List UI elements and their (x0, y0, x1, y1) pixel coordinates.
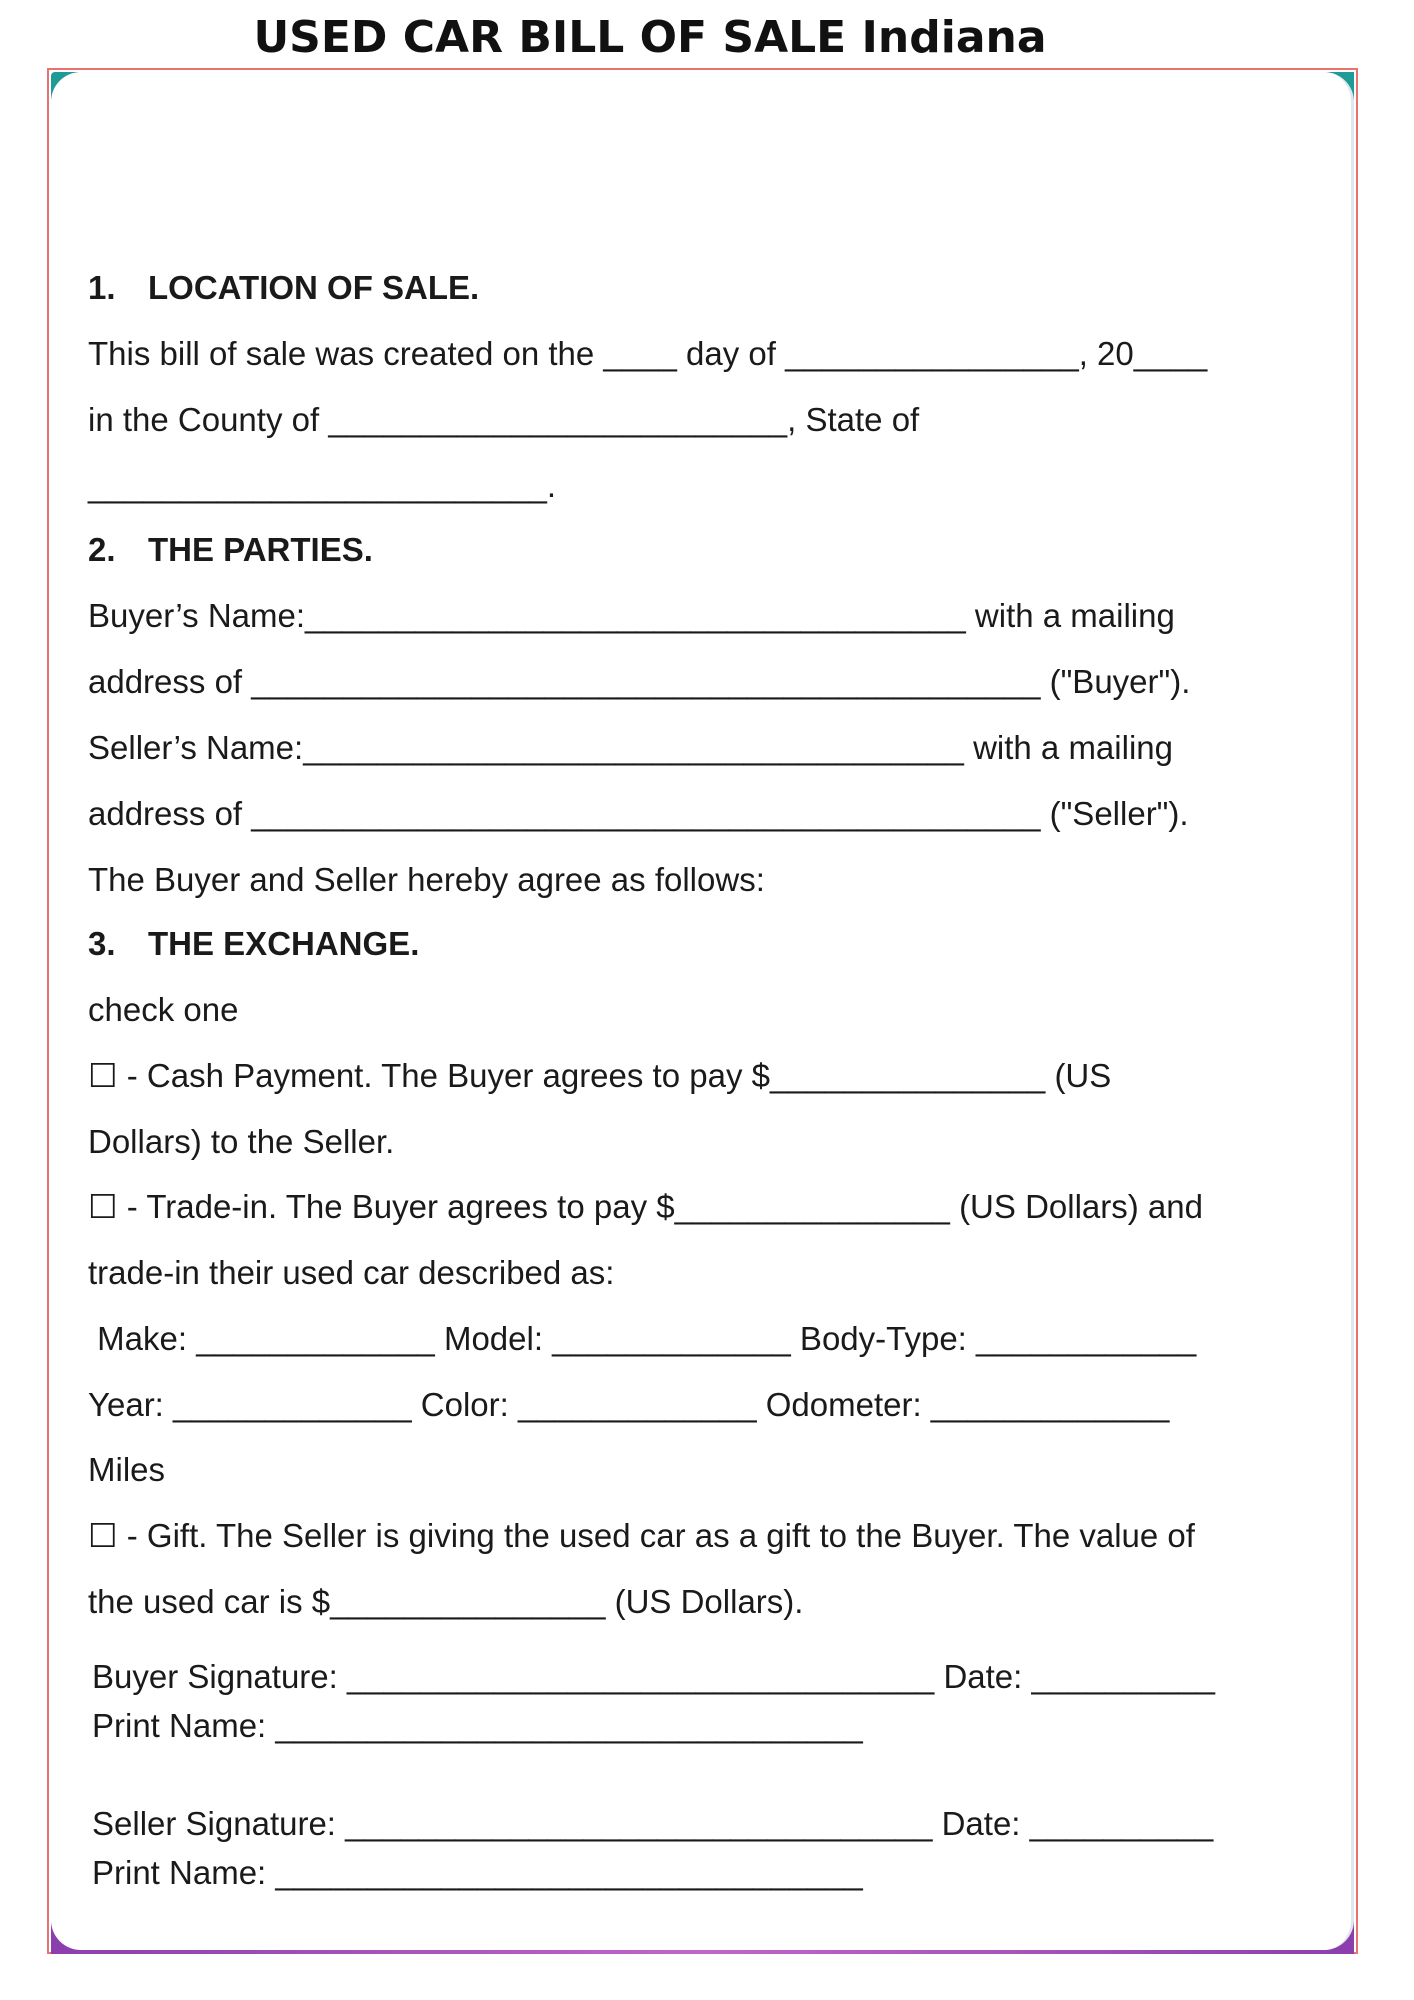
state-blank-line[interactable]: _________________________. (88, 467, 556, 504)
section-title: THE PARTIES. (148, 531, 373, 568)
section-number: 1. (88, 269, 116, 306)
buyer-name-line[interactable]: Buyer’s Name:____________________________________ with a mailing (88, 597, 1175, 634)
seller-name-line[interactable]: Seller’s Name:____________________________________ with a mailing (88, 729, 1173, 766)
buyer-print-name-line[interactable]: Print Name: ________________________________ (92, 1707, 863, 1744)
seller-signature-line[interactable]: Seller Signature: ________________________________ Date: __________ (92, 1805, 1214, 1842)
county-state-line[interactable]: in the County of _________________________, State of (88, 401, 920, 438)
agreement-statement: The Buyer and Seller hereby agree as follows: (88, 861, 765, 898)
document-title: USED CAR BILL OF SALE Indiana (253, 12, 1047, 63)
frame-bottom-bar (51, 1950, 1354, 1954)
seller-address-line[interactable]: address of ___________________________________________ ("Seller"). (88, 795, 1189, 832)
seller-print-name-line[interactable]: Print Name: ________________________________ (92, 1854, 863, 1891)
section-title: LOCATION OF SALE. (148, 269, 480, 306)
trade-in-option[interactable]: ☐ - Trade-in. The Buyer agrees to pay $_______________ (US Dollars) and (88, 1188, 1203, 1225)
section-3-heading (88, 924, 419, 964)
section-number: 3. (88, 925, 116, 962)
gift-value-line[interactable]: the used car is $_______________ (US Dollars). (88, 1583, 804, 1620)
section-title: THE EXCHANGE. (148, 925, 420, 962)
cash-payment-continued: Dollars) to the Seller. (88, 1123, 395, 1160)
vehicle-year-color-line[interactable]: Year: _____________ Color: _____________ Odometer: _____________ (88, 1386, 1170, 1423)
miles-label: Miles (88, 1451, 166, 1488)
sale-date-line[interactable]: This bill of sale was created on the ____ day of ________________, 20____ (88, 335, 1208, 372)
check-one-label: check one (88, 991, 239, 1028)
buyer-signature-line[interactable]: Buyer Signature: ________________________________ Date: __________ (92, 1658, 1216, 1695)
buyer-address-line[interactable]: address of ___________________________________________ ("Buyer"). (88, 663, 1191, 700)
vehicle-make-model-line[interactable]: Make: _____________ Model: _____________ Body-Type: ____________ (88, 1320, 1197, 1357)
section-2-heading (88, 530, 373, 570)
section-1-heading (88, 268, 479, 308)
gift-option[interactable]: ☐ - Gift. The Seller is giving the used car as a gift to the Buyer. The value of (88, 1517, 1195, 1554)
section-number: 2. (88, 531, 116, 568)
trade-in-continued: trade-in their used car described as: (88, 1254, 615, 1291)
cash-payment-option[interactable]: ☐ - Cash Payment. The Buyer agrees to pay $_______________ (US (88, 1057, 1112, 1094)
